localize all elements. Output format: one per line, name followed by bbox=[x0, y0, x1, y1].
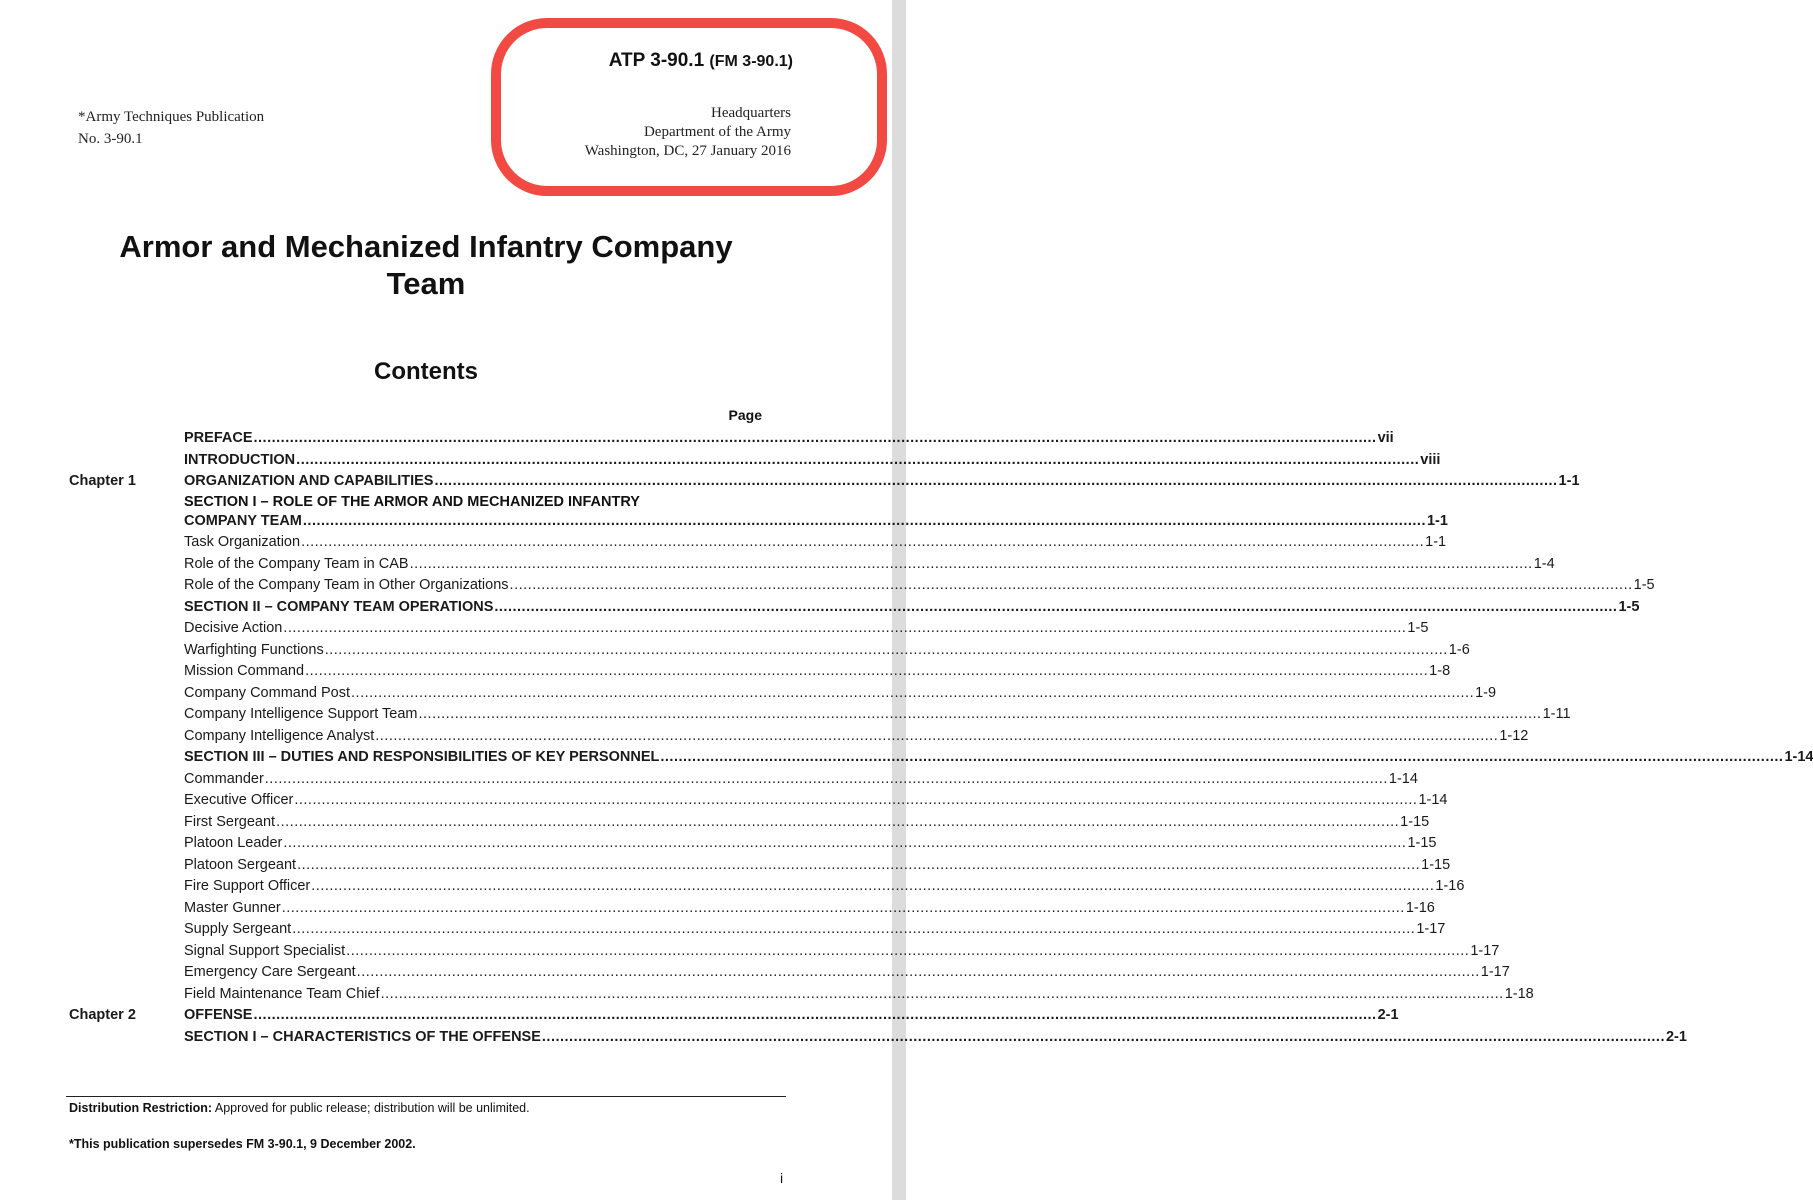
toc-entry[interactable] bbox=[0, 769, 1418, 791]
toc-leader-dots bbox=[418, 704, 1541, 726]
hq-line-3: Washington, DC, 27 January 2016 bbox=[584, 143, 791, 159]
toc-page-number: 1-17 bbox=[1470, 942, 1500, 959]
toc-entry[interactable] bbox=[0, 471, 1580, 493]
toc-leader-dots bbox=[303, 511, 1426, 533]
atp-heading bbox=[520, 50, 793, 72]
toc-page-number: 1-15 bbox=[1407, 835, 1437, 851]
toc-page-number: 1-5 bbox=[1618, 598, 1640, 615]
atp-number: ATP 3-90.1 bbox=[608, 50, 705, 71]
toc-entry[interactable] bbox=[0, 833, 1437, 855]
publication-number: No. 3-90.1 bbox=[78, 131, 143, 147]
toc-page-number: 1-8 bbox=[1429, 663, 1451, 679]
publication-designation bbox=[78, 106, 264, 150]
toc-entry-title: Platoon Leader bbox=[184, 835, 283, 851]
toc-chapter-label: Chapter 2 bbox=[69, 1007, 136, 1023]
toc-entry[interactable] bbox=[0, 898, 1435, 920]
publication-type: *Army Techniques Publication bbox=[78, 109, 265, 125]
toc-entry-title: SECTION III – DUTIES AND RESPONSIBILITIES OF KEY PERSONNEL bbox=[184, 749, 660, 765]
page-number: i bbox=[780, 1170, 784, 1186]
toc-entry-title: Executive Officer bbox=[184, 792, 294, 808]
toc-leader-dots bbox=[283, 833, 1406, 855]
toc-page-number: 1-9 bbox=[1475, 684, 1497, 701]
toc-entry-title: SECTION II – COMPANY TEAM OPERATIONS bbox=[184, 598, 494, 615]
toc-entry-title: Master Gunner bbox=[184, 899, 281, 916]
toc-entry[interactable] bbox=[0, 984, 1534, 1006]
toc-leader-dots bbox=[346, 941, 1469, 963]
page-column-heading: Page bbox=[728, 407, 762, 423]
atp-supersedes-ref: (FM 3-90.1) bbox=[709, 53, 793, 70]
toc-leader-dots bbox=[434, 471, 1557, 493]
toc-leader-dots bbox=[292, 919, 1415, 941]
toc-page-number: 1-14 bbox=[1388, 770, 1418, 787]
toc-entry-title-line: SECTION I – ROLE OF THE ARMOR AND MECHANIZED INFANTRY bbox=[184, 493, 640, 510]
toc-entry[interactable] bbox=[0, 575, 1655, 597]
toc-entry[interactable] bbox=[0, 554, 1555, 576]
toc-leader-dots bbox=[494, 597, 1617, 619]
toc-page-number: 1-16 bbox=[1405, 899, 1435, 916]
toc-page-number: 2-1 bbox=[1665, 1028, 1687, 1045]
toc-page-number: 1-4 bbox=[1533, 555, 1555, 572]
toc-entry[interactable] bbox=[0, 855, 1451, 877]
footer-divider bbox=[66, 1096, 786, 1097]
toc-entry-title: OFFENSE bbox=[184, 1007, 253, 1023]
toc-entry-title: Warfighting Functions bbox=[184, 641, 324, 658]
toc-leader-dots bbox=[253, 1005, 1376, 1027]
toc-entry[interactable] bbox=[0, 812, 1430, 834]
toc-page-number: 1-14 bbox=[1784, 749, 1813, 765]
toc-entry-title: PREFACE bbox=[184, 430, 253, 446]
toc-leader-dots bbox=[283, 618, 1406, 640]
toc-entry-title: Task Organization bbox=[184, 534, 301, 550]
toc-page-number: viii bbox=[1420, 451, 1441, 468]
toc-page-number: 2-1 bbox=[1377, 1007, 1399, 1023]
toc-leader-dots bbox=[254, 428, 1377, 450]
distribution-text: Approved for public release; distribution will be unlimited. bbox=[214, 1101, 530, 1115]
toc-leader-dots bbox=[294, 790, 1417, 812]
toc-entry-title: Decisive Action bbox=[184, 620, 283, 636]
toc-entry-title: Field Maintenance Team Chief bbox=[184, 985, 380, 1002]
toc-page-number: 1-14 bbox=[1418, 792, 1448, 808]
toc-entry[interactable] bbox=[0, 428, 1394, 450]
toc-leader-dots bbox=[375, 726, 1498, 748]
toc-leader-dots bbox=[381, 984, 1504, 1006]
toc-page-number: 1-12 bbox=[1499, 727, 1529, 744]
distribution-restriction bbox=[69, 1101, 530, 1115]
toc-entry-title: SECTION I – CHARACTERISTICS OF THE OFFENSE bbox=[184, 1028, 541, 1045]
toc-entry[interactable] bbox=[0, 640, 1470, 662]
toc-entry[interactable] bbox=[0, 661, 1451, 683]
toc-page-number: vii bbox=[1377, 430, 1394, 446]
toc-entry-title: First Sergeant bbox=[184, 813, 276, 830]
toc-entry[interactable] bbox=[0, 450, 1441, 472]
toc-page-number: 1-15 bbox=[1400, 813, 1430, 830]
toc-entry[interactable] bbox=[0, 876, 1465, 898]
toc-leader-dots bbox=[510, 575, 1633, 597]
hq-line-1: Headquarters bbox=[711, 105, 791, 121]
toc-page-number: 1-17 bbox=[1480, 964, 1510, 980]
toc-leader-dots bbox=[660, 747, 1783, 769]
toc-entry-title: Company Intelligence Analyst bbox=[184, 727, 375, 744]
toc-entry[interactable] bbox=[0, 511, 1448, 533]
toc-leader-dots bbox=[325, 640, 1448, 662]
toc-entry[interactable] bbox=[0, 1005, 1399, 1027]
toc-entry-title: Company Intelligence Support Team bbox=[184, 706, 418, 722]
toc-page-number: 1-6 bbox=[1448, 641, 1470, 658]
toc-page-number: 1-11 bbox=[1542, 706, 1571, 722]
toc-leader-dots bbox=[311, 876, 1434, 898]
toc-entry-title: Signal Support Specialist bbox=[184, 942, 346, 959]
title-line-2: Team bbox=[386, 266, 466, 301]
toc-entry-title: ORGANIZATION AND CAPABILITIES bbox=[184, 473, 434, 489]
toc-entry-title: Role of the Company Team in Other Organizations bbox=[184, 577, 509, 593]
toc-page-number: 1-5 bbox=[1407, 620, 1429, 636]
toc-entry-title: Supply Sergeant bbox=[184, 921, 292, 937]
toc-leader-dots bbox=[305, 661, 1428, 683]
toc-leader-dots bbox=[265, 769, 1388, 791]
headquarters-block bbox=[520, 104, 791, 161]
toc-entry[interactable] bbox=[0, 704, 1571, 726]
toc-entry[interactable] bbox=[0, 919, 1446, 941]
toc-leader-dots bbox=[301, 532, 1424, 554]
toc-chapter-label: Chapter 1 bbox=[69, 473, 136, 489]
toc-leader-dots bbox=[297, 855, 1420, 877]
toc-entry[interactable] bbox=[0, 962, 1510, 984]
toc-entry-title: Company Command Post bbox=[184, 684, 351, 701]
toc-leader-dots bbox=[542, 1027, 1665, 1049]
toc-entry-title: COMPANY TEAM bbox=[184, 512, 302, 529]
toc-entry[interactable] bbox=[0, 747, 1813, 769]
toc-page-number: 1-1 bbox=[1425, 534, 1447, 550]
toc-entry-title: Fire Support Officer bbox=[184, 878, 311, 894]
toc-entry-title: Platoon Sergeant bbox=[184, 856, 297, 873]
toc-entry[interactable] bbox=[0, 683, 1497, 705]
toc-page-number: 1-5 bbox=[1633, 577, 1655, 593]
supersedes-note: *This publication supersedes FM 3-90.1, 9 December 2002. bbox=[69, 1137, 416, 1151]
toc-leader-dots bbox=[296, 450, 1419, 472]
toc-leader-dots bbox=[357, 962, 1480, 984]
toc-entry[interactable] bbox=[0, 532, 1447, 554]
toc-page-number: 1-18 bbox=[1504, 985, 1534, 1002]
hq-line-2: Department of the Army bbox=[643, 124, 791, 140]
toc-page-number: 1-1 bbox=[1426, 512, 1448, 529]
title-line-1: Armor and Mechanized Infantry Company bbox=[119, 229, 733, 264]
document-title bbox=[60, 228, 792, 302]
toc-entry[interactable] bbox=[0, 597, 1640, 619]
toc-leader-dots bbox=[276, 812, 1399, 834]
toc-entry[interactable] bbox=[0, 618, 1429, 640]
toc-leader-dots bbox=[282, 898, 1405, 920]
toc-entry-title: INTRODUCTION bbox=[184, 451, 296, 468]
contents-heading: Contents bbox=[374, 358, 478, 385]
toc-entry[interactable] bbox=[0, 726, 1529, 748]
table-of-contents bbox=[0, 428, 1813, 1048]
toc-page-number: 1-15 bbox=[1421, 856, 1451, 873]
distribution-label: Distribution Restriction: bbox=[69, 1101, 213, 1115]
toc-entry-title: Mission Command bbox=[184, 663, 305, 679]
toc-page-number: 1-1 bbox=[1558, 473, 1580, 489]
toc-entry-title: Emergency Care Sergeant bbox=[184, 964, 356, 980]
toc-page-number: 1-16 bbox=[1435, 878, 1465, 894]
toc-leader-dots bbox=[410, 554, 1533, 576]
toc-entry-title: Commander bbox=[184, 770, 264, 787]
toc-entry-title: Role of the Company Team in CAB bbox=[184, 555, 409, 572]
toc-entry[interactable] bbox=[0, 1027, 1687, 1049]
toc-entry[interactable] bbox=[0, 790, 1448, 812]
toc-page-number: 1-17 bbox=[1416, 921, 1446, 937]
toc-entry[interactable] bbox=[0, 941, 1500, 963]
toc-leader-dots bbox=[351, 683, 1474, 705]
